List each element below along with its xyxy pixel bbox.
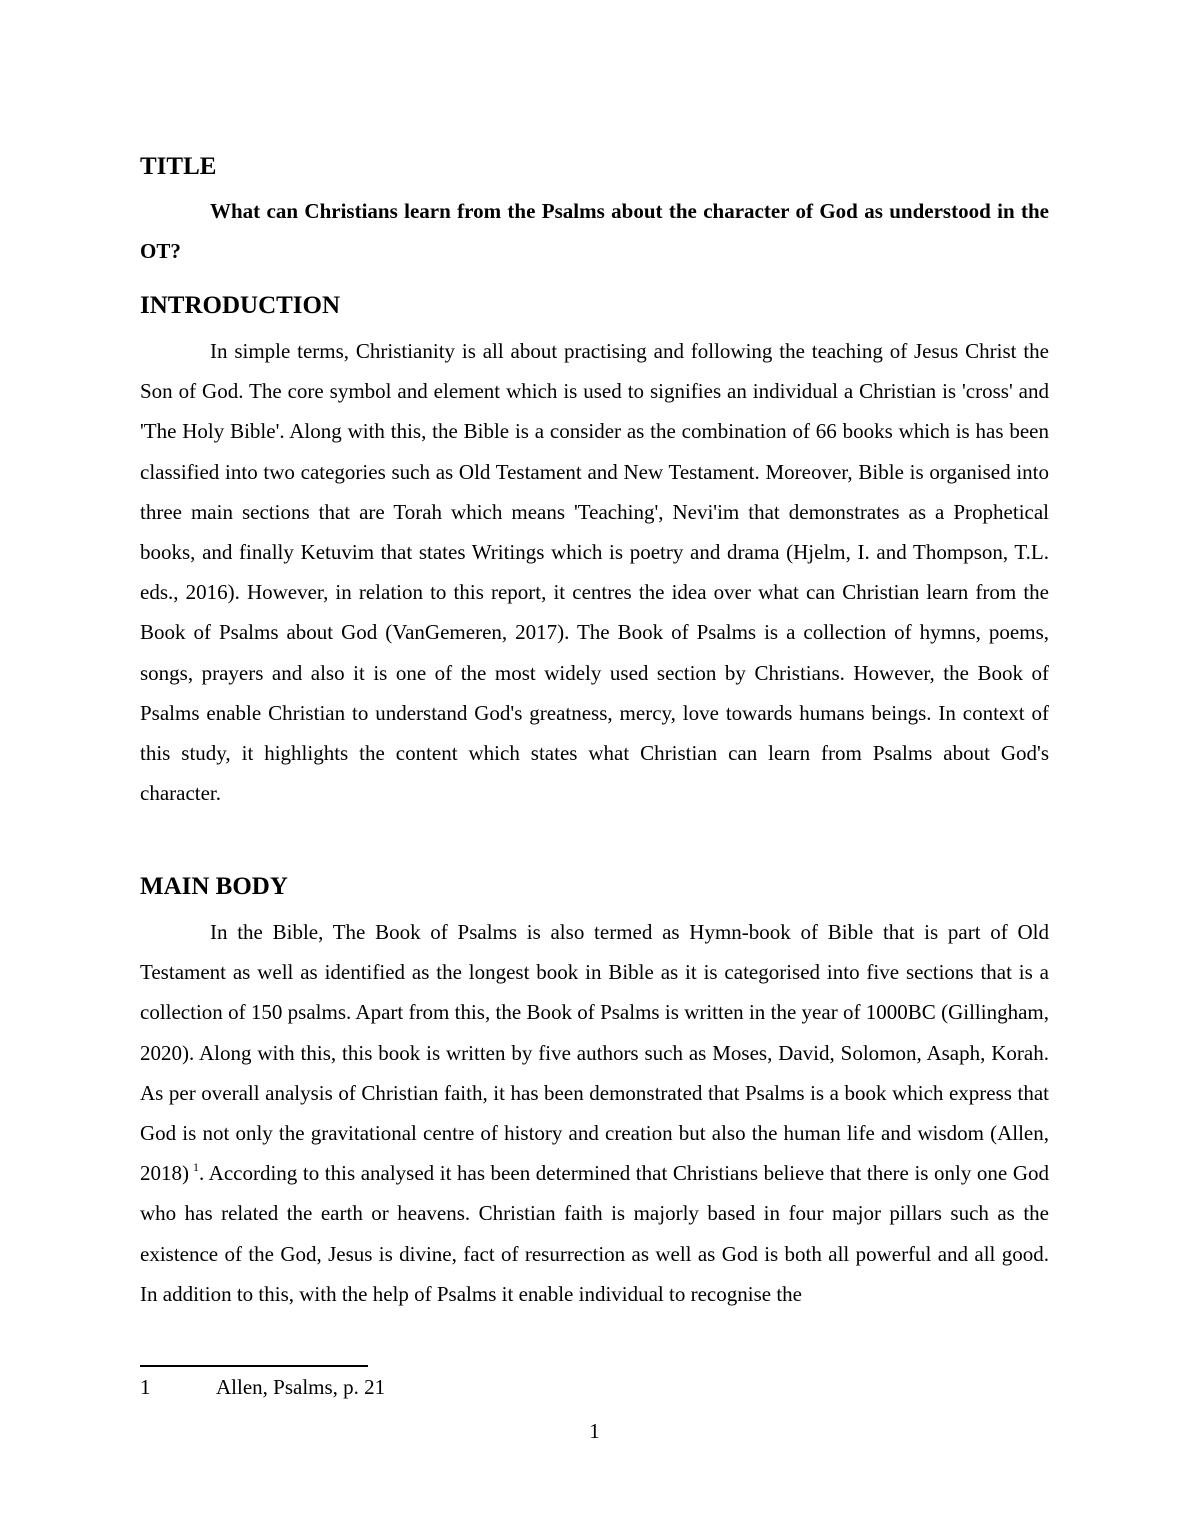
footnote <box>140 1374 385 1400</box>
main-body-heading: MAIN BODY <box>140 873 288 900</box>
title-heading: TITLE <box>140 153 217 180</box>
main-body-text-part1: In the Bible, The Book of Psalms is also termed as Hymn-book of Bible that is part of Old Testament as well as identified as the longest book in Bible as it is categorised into five sections that is a collection of 150 psalms. Apart from this, the Book of Psalms is written in the year of 1000BC (Gillingham, 2020). Along with this, this book is written by five authors such as Moses, David, Solomon, Asaph, Korah. As per overall analysis of Christian faith, it has been demonstrated that Psalms is a book which express that God is not only the gravitational centre of history and creation but also the human life and wisdom (Allen, 2018) <box>140 920 1049 1186</box>
footnote-number: 1 <box>140 1375 151 1399</box>
main-body-paragraph <box>140 912 1049 1314</box>
introduction-paragraph: In simple terms, Christianity is all about practising and following the teaching of Jesus Christ the Son of God. The core symbol and element which is used to signifies an individual a Christian is 'cross' and 'The Holy Bible'. Along with this, the Bible is a consider as the combination of 66 books which is has been classified into two categories such as Old Testament and New Testament. Moreover, Bible is organised into three main sections that are Torah which means 'Teaching', Nevi'im that demonstrates as a Prophetical books, and finally Ketuvim that states Writings which is poetry and drama (Hjelm, I. and Thompson, T.L. eds., 2016). However, in relation to this report, it centres the idea over what can Christian learn from the Book of Psalms about God (VanGemeren, 2017). The Book of Psalms is a collection of hymns, poems, songs, prayers and also it is one of the most widely used section by Christians. However, the Book of Psalms enable Christian to understand God's greatness, mercy, love towards humans beings. In context of this study, it highlights the content which states what Christian can learn from Psalms about God's character. <box>140 339 1049 806</box>
introduction-heading: INTRODUCTION <box>140 292 341 319</box>
page-number: 1 <box>589 1419 600 1443</box>
footnote-text: Allen, Psalms, p. 21 <box>216 1375 386 1399</box>
footnote-separator <box>140 1365 368 1367</box>
main-body-text-part2: . According to this analysed it has been determined that Christians believe that there is only one God who has related the earth or heavens. Christian faith is majorly based in four major pillars such as the existence of the God, Jesus is divine, fact of resurrection as well as God is both all powerful and all good. In addition to this, with the help of Psalms it enable individual to recognise the <box>140 1161 1049 1306</box>
document-page <box>140 0 1049 1540</box>
footnote-reference[interactable]: 1 <box>193 1160 199 1175</box>
essay-question: What can Christians learn from the Psalms about the character of God as understood in the OT? <box>140 199 1049 263</box>
